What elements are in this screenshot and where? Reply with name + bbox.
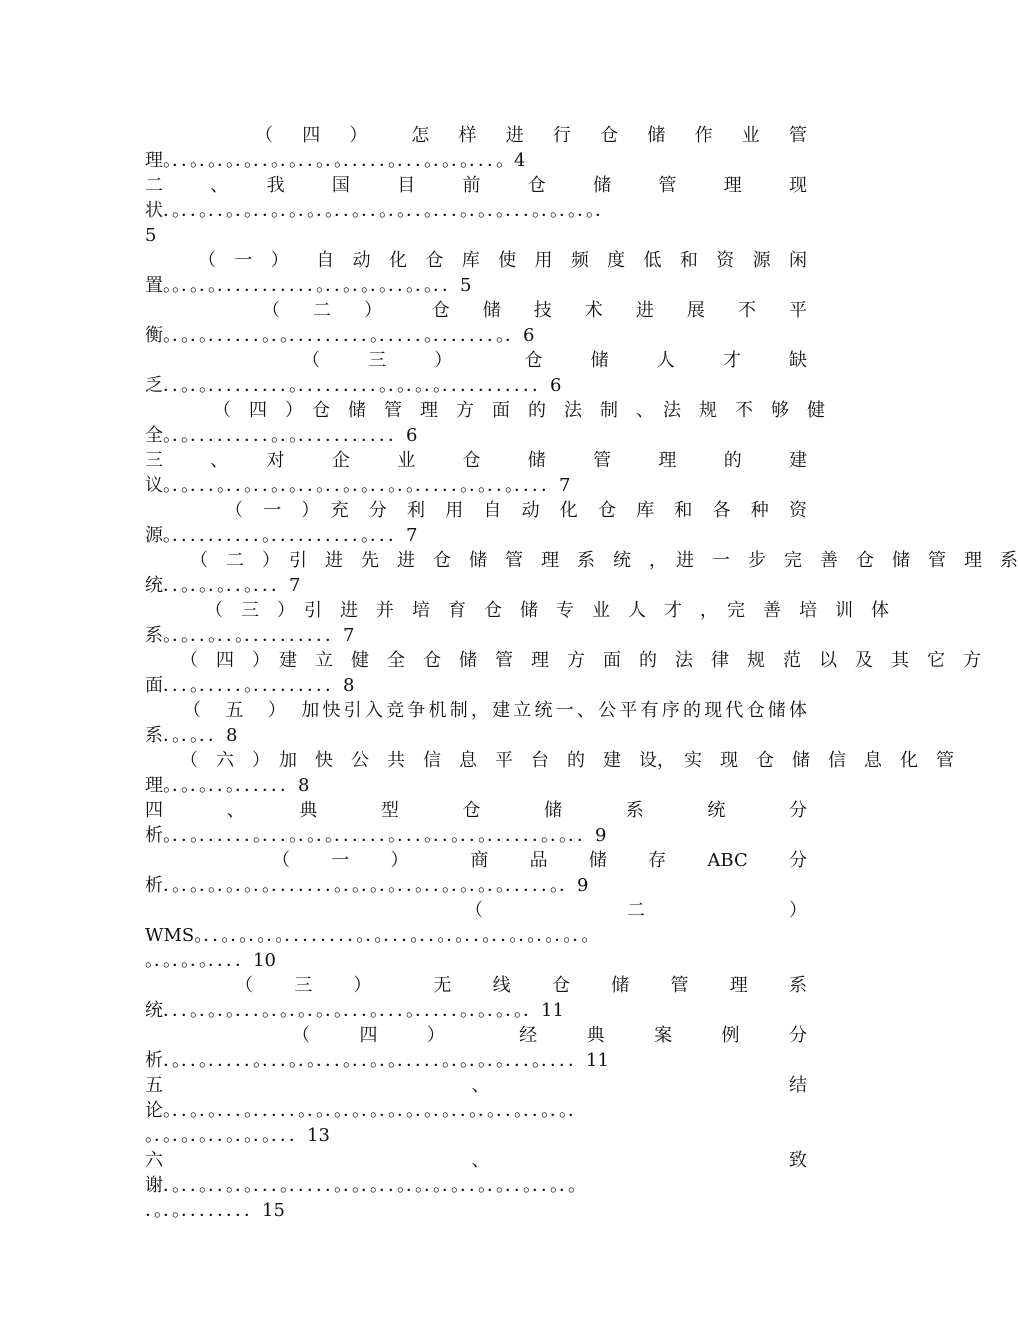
toc-entry-leader: 置。。．。．。．．．．．．．．．．．。．．。．。．。．．。．。．．5: [145, 275, 472, 296]
toc-entry-page: 5: [145, 225, 157, 246]
toc-entry-leader: 议。．。．．．。．．。．．。．。．．。．．。．。．．。．。．．．．．。．。．．。．．．．7: [145, 475, 571, 496]
toc-entry-leader: 统．．。．。．。．．。．．．7: [145, 575, 301, 596]
toc-entry-leader: 论。．．。．。．．．。．．．．．。．。．。．。．。．。．。．。．。．．。．。．．。．．。．。．: [145, 1100, 586, 1121]
toc-entry-leader: 面．．．。．．．．．。．．．．．．．．．8: [145, 675, 355, 696]
toc-entry-title: （ 三 ） 无 线 仓 储 管 理 系: [235, 975, 807, 996]
toc-entry-leader: 全。．。．．．．．．．．．。．。．．．．．．．．．．．6: [145, 425, 418, 446]
toc-entry-leader: 谢．。．．。．．。．。．．．。．．．．．。．。．。．．。．。．。．。．．。．。．．。．．。．。: [145, 1175, 586, 1196]
toc-entry-title: 四 、 典 型 仓 储 系 统 分: [145, 800, 807, 821]
toc-entry-page: 。．。．。．。．．．．10: [145, 950, 276, 971]
toc-entry-title: 五 、 结: [145, 1075, 807, 1096]
toc-entry-leader: 析．。．．。．．．．．。．．．。．。．．．。．．。．。．．．．．。．。．。．。．．．。．．．．11: [145, 1050, 609, 1071]
toc-entry-title: （ 五 ） 加快引入竞争机制，建立统一、公平有序的现代仓储体: [183, 700, 807, 721]
toc-entry-title: （ 四 ） 经 典 案 例 分: [292, 1025, 807, 1046]
toc-entry-title: （ 三 ） 引 进 并 培 育 仓 储 专 业 人 才 ， 完 善 培 训 体: [205, 600, 889, 621]
toc-entry-title: （ 四 ） 建 立 健 全 仓 储 管 理 方 面 的 法 律 规 范 以 及 其 它 方: [180, 650, 981, 671]
toc-entry-title: （ 四 ） 仓 储 管 理 方 面 的 法 制 、 法 规 不 够 健: [213, 400, 825, 421]
toc-entry-leader: 系．。．。．．8: [145, 725, 238, 746]
toc-entry-title: （ 二 ）: [465, 900, 807, 921]
toc-entry-title: 二 、 我 国 目 前 仓 储 管 理 现: [145, 175, 807, 196]
toc-entry-title: 六 、 致: [145, 1150, 807, 1171]
toc-entry-page: ．。．。．．．．．．．．15: [145, 1200, 285, 1221]
toc-entry-leader: 统．．．。．。．。．．．。．。．。．。．。．．．。．．．。．．．．．。．。．。．。．11: [145, 1000, 564, 1021]
toc-entry-leader: 理。．。．。．．。．．．．．．8: [145, 775, 310, 796]
toc-entry-leader: 源。．．．．．．．．．．。．．．．．．．．．．。．．．7: [145, 525, 418, 546]
toc-entry-leader: 系。．。．．。．．。．．．．．．．．．．7: [145, 625, 355, 646]
toc-entry-title: （ 三 ） 仓 储 人 才 缺: [302, 350, 807, 371]
toc-entry-leader: 理。．．。．。．。．。．．。．。．．。．。．．．．．。．．．。．。．。．．．。4: [145, 150, 526, 171]
toc-entry-title: （ 四 ） 怎 样 进 行 仓 储 作 业 管: [255, 125, 807, 146]
toc-entry-leader: WMS。．．。．。．。．。．．．．．．．．。．。．．．。．．。．。．．。．．。．。．。．。．。: [145, 925, 600, 946]
toc-entry-title: （ 一 ） 商 品 储 存 ABC 分: [272, 850, 807, 871]
toc-entry-page: 。．。．。．。．．。．。．。．．．13: [145, 1125, 330, 1146]
toc-entry-leader: 状．。．．。．．。．。．．。．。．。．。．．。．．。．。．．。．．．。．。．。．．．。．。．。．。．: [145, 200, 613, 221]
toc-entry-leader: 衡。．。．。．．．．．．。．。．．．．．．．．．。．．．．．。．．．．．．．。．6: [145, 325, 535, 346]
toc-entry-leader: 析。．．。．．．．．．。．．．。．。．。．．．．．．。．．．。．．。．．。．．．．．．。．。．．9: [145, 825, 607, 846]
toc-entry-title: （ 一 ） 充 分 利 用 自 动 化 仓 库 和 各 种 资: [225, 500, 807, 521]
toc-entry-title: （ 二 ） 仓 储 技 术 进 展 不 平: [262, 300, 807, 321]
toc-entry-title: （ 一 ） 自 动 化 仓 库 使 用 频 度 低 和 资 源 闲: [198, 250, 807, 271]
toc-entry-title: 三 、 对 企 业 仓 储 管 理 的 建: [145, 450, 807, 471]
toc-entry-leader: 乏．．。．。．．．．．．．．．。．．．．．．．．．。．。．。．。．．．．．．．．．．．6: [145, 375, 562, 396]
toc-entry-leader: 析．。．。．。．。．。．。．．．．．．．。．。．。．。．．。．．。．。．。．。．．．．．。．9: [145, 875, 589, 896]
toc-entry-title: （ 六 ） 加 快 公 共 信 息 平 台 的 建 设， 实 现 仓 储 信 息 化 管: [180, 750, 954, 771]
toc-entry-title: （ 二 ） 引 进 先 进 仓 储 管 理 系 统 ， 进 一 步 完 善 仓 储 管 理 系: [190, 550, 1018, 571]
